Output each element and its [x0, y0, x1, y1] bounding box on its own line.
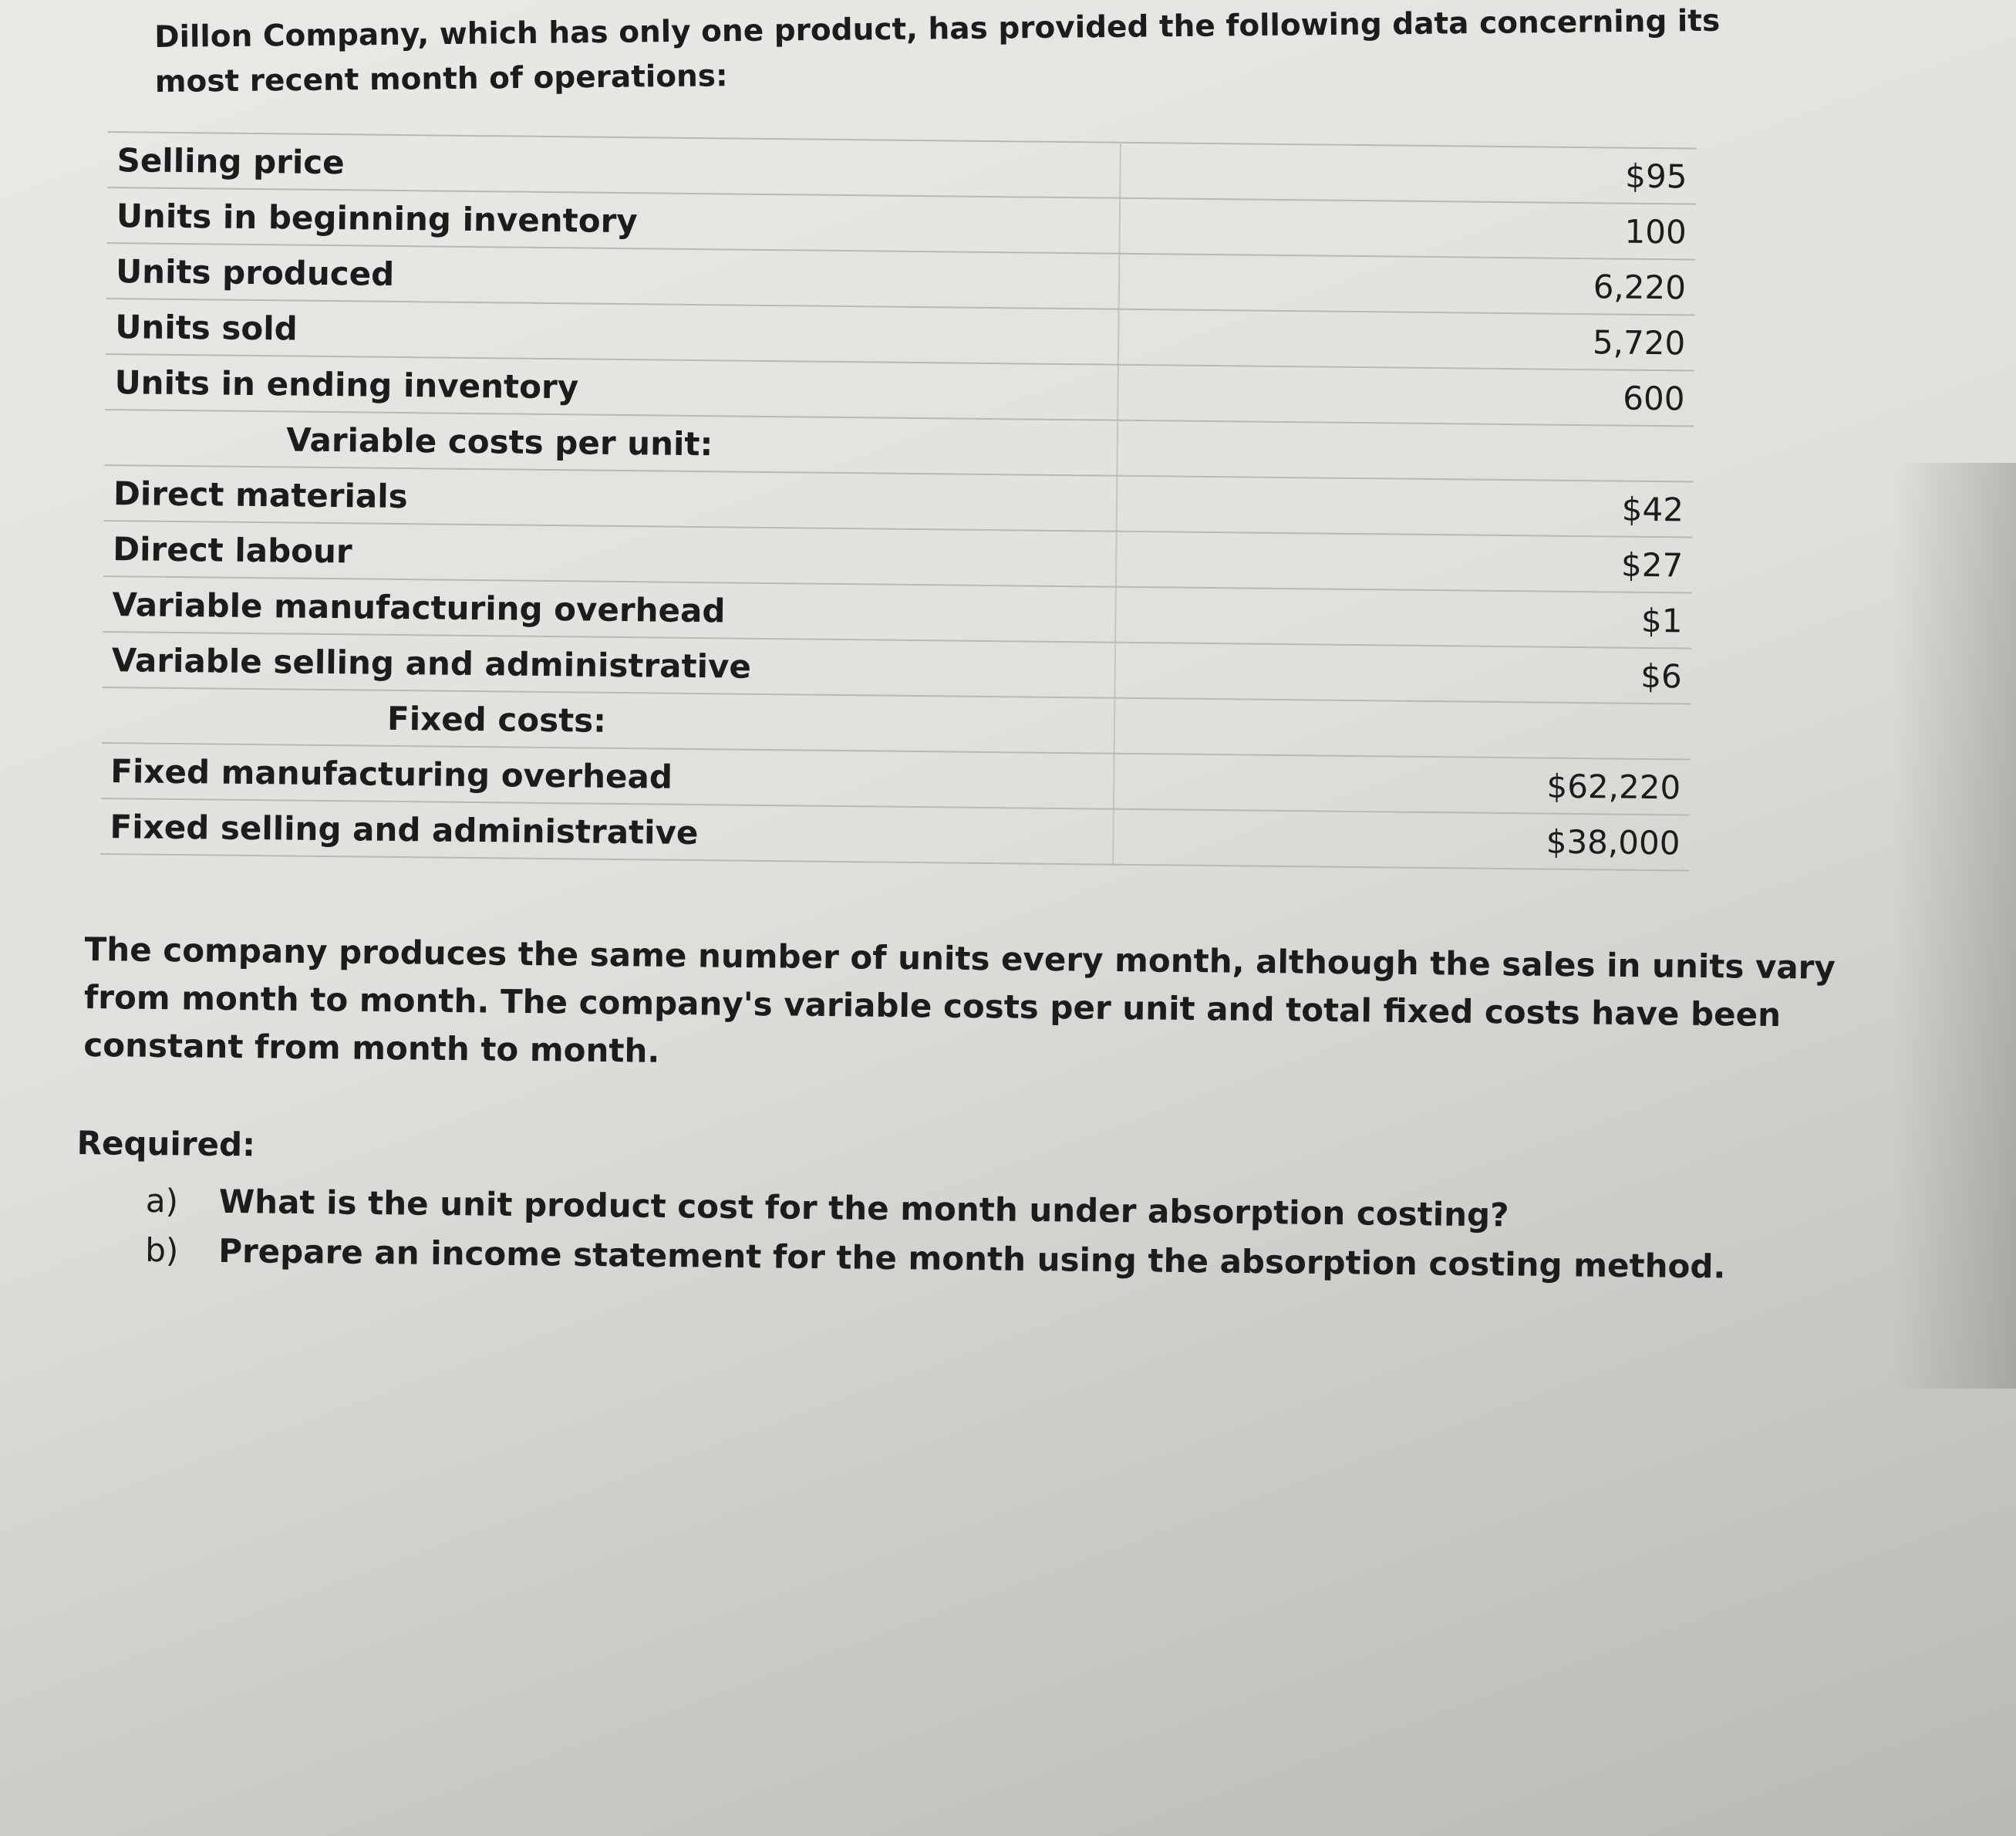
row-label: Fixed manufacturing overhead	[101, 743, 1114, 809]
row-value: $62,220	[1114, 754, 1691, 815]
item-marker: b)	[144, 1230, 179, 1270]
section-heading: Fixed costs:	[102, 687, 1115, 754]
row-value: 600	[1118, 365, 1694, 427]
item-marker: a)	[145, 1181, 179, 1220]
row-label: Variable selling and administrative	[102, 632, 1115, 698]
company-data-table	[100, 131, 1697, 872]
page-shadow	[1893, 463, 2016, 1389]
item-text: What is the unit product cost for the month under absorption costing?	[218, 1182, 1509, 1234]
row-value	[1117, 420, 1694, 482]
row-label: Units in beginning inventory	[106, 187, 1120, 254]
required-list	[76, 1176, 1773, 1292]
required-heading: Required:	[76, 1123, 256, 1164]
row-label: Units in ending inventory	[105, 354, 1118, 420]
row-value: 100	[1119, 198, 1696, 260]
row-label: Units sold	[106, 299, 1119, 365]
row-label: Units produced	[106, 243, 1120, 309]
row-value	[1114, 698, 1691, 760]
section-heading: Variable costs per unit:	[104, 410, 1118, 476]
row-label: Direct labour	[103, 521, 1117, 587]
row-value: $1	[1115, 587, 1692, 649]
row-value: $27	[1116, 532, 1693, 593]
required-section	[76, 1119, 1774, 1292]
row-value: $95	[1120, 143, 1697, 204]
row-label: Variable manufacturing overhead	[103, 576, 1116, 643]
row-value: $38,000	[1113, 809, 1690, 871]
row-value: $6	[1114, 643, 1691, 704]
item-text: Prepare an income statement for the month using the absorption costing method.	[217, 1231, 1726, 1286]
row-value: 5,720	[1118, 309, 1695, 371]
row-label: Selling price	[107, 132, 1121, 198]
row-value: $42	[1117, 476, 1694, 538]
intro-text: Dillon Company, which has only one product, has provided the following data concerning its most recent month of operations:	[154, 3, 1721, 100]
row-label: Fixed selling and administrative	[100, 798, 1114, 865]
description-paragraph: The company produces the same number of units every month, although the sales in units vary from month to month. The company's variable costs per unit and total fixed costs have been constant from month to month.	[83, 930, 1836, 1070]
row-value: 6,220	[1119, 254, 1696, 316]
row-label: Direct materials	[104, 465, 1118, 532]
